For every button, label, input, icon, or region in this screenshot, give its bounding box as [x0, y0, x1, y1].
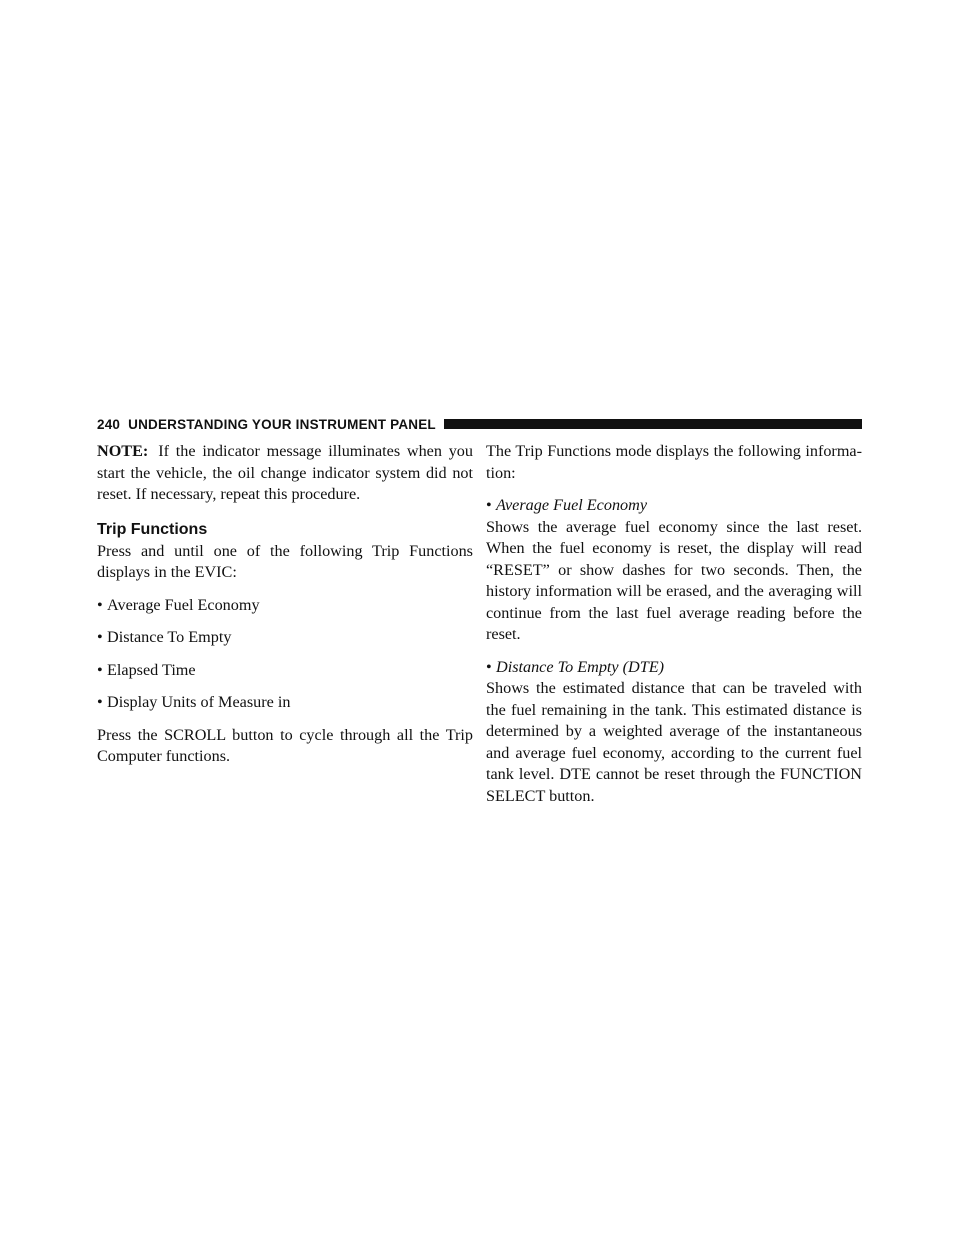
- section-title: UNDERSTANDING YOUR INSTRUMENT PANEL: [128, 416, 436, 432]
- trip-functions-list: [97, 595, 473, 714]
- closing-paragraph: Press the SCROLL button to cycle through all the Trip Computer functions.: [97, 725, 473, 765]
- item-description: Shows the estimated distance that can be traveled with the fuel remaining in the tank. This estimated distance is determined by a weighted average of the instantaneous and average fuel economy, according to the current fuel tank level. DTE cannot be reset through the FUNCTION SELECT button.: [486, 679, 862, 805]
- list-item-label: Display Units of Measure in: [107, 693, 291, 711]
- bullet-icon: •: [486, 496, 492, 514]
- list-item: [97, 660, 473, 682]
- item-heading: [486, 657, 862, 679]
- bullet-icon: •: [486, 657, 492, 676]
- item-heading: [486, 495, 862, 517]
- bullet-icon: •: [97, 693, 103, 711]
- bullet-icon: •: [97, 660, 103, 679]
- list-item-label: Elapsed Time: [107, 660, 196, 679]
- list-item: [97, 595, 473, 617]
- right-column: [486, 441, 862, 807]
- list-item-label: Average Fuel Economy: [107, 595, 260, 614]
- list-item-label: Distance To Empty: [107, 628, 232, 646]
- item-title: Distance To Empty (DTE): [496, 657, 665, 676]
- note-text: If the indicator message illuminates when you start the vehicle, the oil change indicator system did not reset. If necessary, repeat this procedure.: [97, 442, 473, 503]
- note-paragraph: [97, 441, 473, 506]
- trip-functions-heading: Trip Functions: [97, 520, 208, 538]
- page-header: [97, 415, 862, 433]
- trip-functions-intro: Press and until one of the following Trip Functions displays in the EVIC:: [97, 541, 473, 581]
- note-label: NOTE:: [97, 442, 149, 460]
- list-item: [97, 692, 473, 714]
- mode-intro: The Trip Functions mode displays the following informa- tion:: [486, 442, 862, 482]
- page-number: 240: [97, 416, 121, 432]
- header-rule: [444, 419, 862, 429]
- item-title: Average Fuel Economy: [496, 496, 648, 514]
- bullet-icon: •: [97, 595, 103, 614]
- left-column: [97, 441, 473, 768]
- list-item: [97, 627, 473, 649]
- bullet-icon: •: [97, 628, 103, 646]
- item-description: Shows the average fuel economy since the last reset. When the fuel economy is reset, the display will read “RESET” or show dashes for two seconds. Then, the history information will be erased, and the averaging will continue from the last fuel average reading before the reset.: [486, 517, 862, 643]
